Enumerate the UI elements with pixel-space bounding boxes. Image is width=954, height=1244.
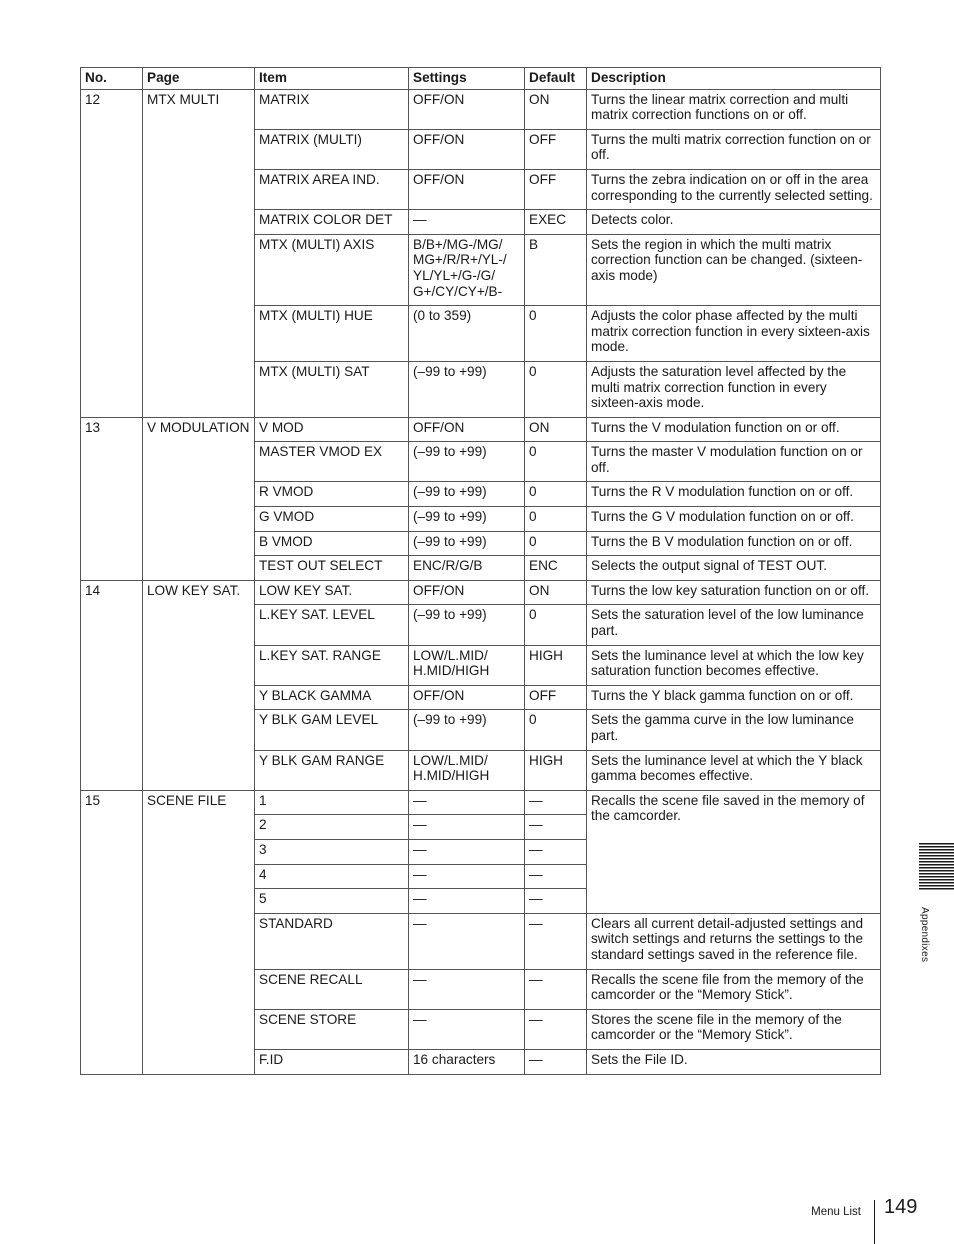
cell-item: STANDARD [255,913,409,969]
cell-item: MATRIX (MULTI) [255,129,409,169]
cell-default: 0 [525,605,587,645]
cell-no: 15 [81,790,143,1074]
cell-settings: LOW/L.MID/ H.MID/HIGH [409,645,525,685]
cell-item: MTX (MULTI) SAT [255,361,409,417]
cell-description: Adjusts the color phase affected by the multi matrix correction function in every sixteen-axis mode. [587,306,881,362]
cell-settings: (–99 to +99) [409,605,525,645]
cell-description: Stores the scene file in the memory of the camcorder or the “Memory Stick”. [587,1009,881,1049]
table-row [81,89,881,129]
cell-default: 0 [525,710,587,750]
cell-settings: — [409,913,525,969]
cell-settings: ENC/R/G/B [409,556,525,581]
cell-settings: — [409,1009,525,1049]
table-body [81,89,881,1074]
cell-item: B VMOD [255,531,409,556]
table-row [81,580,881,605]
side-tab-label: Appendixes [919,907,930,963]
cell-item: Y BLK GAM LEVEL [255,710,409,750]
cell-default: — [525,889,587,914]
cell-no: 14 [81,580,143,790]
cell-settings: — [409,790,525,815]
cell-settings: 16 characters [409,1049,525,1074]
cell-item: SCENE STORE [255,1009,409,1049]
header-default: Default [525,68,587,90]
cell-default: B [525,234,587,305]
cell-default: ENC [525,556,587,581]
table-row [81,417,881,442]
cell-default: — [525,815,587,840]
cell-settings: (–99 to +99) [409,531,525,556]
cell-item: F.ID [255,1049,409,1074]
cell-item: R VMOD [255,482,409,507]
cell-default: ON [525,580,587,605]
cell-default: HIGH [525,645,587,685]
cell-item: 2 [255,815,409,840]
cell-default: — [525,913,587,969]
cell-no: 13 [81,417,143,580]
cell-default: 0 [525,361,587,417]
cell-page: SCENE FILE [143,790,255,1074]
cell-description: Turns the R V modulation function on or off. [587,482,881,507]
cell-settings: OFF/ON [409,129,525,169]
cell-default: 0 [525,507,587,532]
cell-description: Turns the multi matrix correction function on or off. [587,129,881,169]
cell-settings: (–99 to +99) [409,361,525,417]
cell-default: ON [525,417,587,442]
cell-settings: — [409,210,525,235]
cell-default: 0 [525,482,587,507]
header-settings: Settings [409,68,525,90]
cell-description: Turns the zebra indication on or off in the area corresponding to the currently selected setting. [587,169,881,209]
cell-default: HIGH [525,750,587,790]
footer-divider [874,1200,875,1244]
cell-item: MATRIX AREA IND. [255,169,409,209]
cell-description: Recalls the scene file saved in the memory of the camcorder. [587,790,881,913]
cell-item: Y BLACK GAMMA [255,685,409,710]
cell-default: 0 [525,442,587,482]
header-page: Page [143,68,255,90]
cell-item: L.KEY SAT. RANGE [255,645,409,685]
cell-settings: B/B+/MG-/MG/ MG+/R/R+/YL-/ YL/YL+/G-/G/ G+/CY/CY+/B- [409,234,525,305]
menu-table [80,67,881,1075]
cell-description: Sets the luminance level at which the low key saturation function becomes effective. [587,645,881,685]
cell-description: Turns the Y black gamma function on or off. [587,685,881,710]
table-header-row [81,68,881,90]
cell-default: OFF [525,169,587,209]
cell-description: Recalls the scene file from the memory of the camcorder or the “Memory Stick”. [587,969,881,1009]
cell-no: 12 [81,89,143,417]
cell-page: LOW KEY SAT. [143,580,255,790]
cell-settings: (0 to 359) [409,306,525,362]
cell-default: — [525,864,587,889]
cell-description: Sets the saturation level of the low luminance part. [587,605,881,645]
cell-item: MATRIX [255,89,409,129]
cell-description: Sets the File ID. [587,1049,881,1074]
cell-item: MATRIX COLOR DET [255,210,409,235]
header-no: No. [81,68,143,90]
cell-item: MTX (MULTI) HUE [255,306,409,362]
cell-settings: OFF/ON [409,580,525,605]
cell-description: Turns the linear matrix correction and multi matrix correction functions on or off. [587,89,881,129]
cell-default: — [525,1049,587,1074]
cell-default: — [525,1009,587,1049]
cell-item: V MOD [255,417,409,442]
cell-default: ON [525,89,587,129]
cell-default: OFF [525,685,587,710]
cell-description: Adjusts the saturation level affected by the multi matrix correction function in every sixteen-axis mode. [587,361,881,417]
cell-settings: OFF/ON [409,89,525,129]
cell-settings: — [409,889,525,914]
cell-settings: — [409,864,525,889]
cell-page: MTX MULTI [143,89,255,417]
table-row [81,790,881,815]
cell-item: Y BLK GAM RANGE [255,750,409,790]
header-description: Description [587,68,881,90]
cell-settings: LOW/L.MID/ H.MID/HIGH [409,750,525,790]
cell-description: Clears all current detail-adjusted settings and switch settings and returns the settings to the standard settings saved in the reference file. [587,913,881,969]
cell-item: LOW KEY SAT. [255,580,409,605]
cell-item: L.KEY SAT. LEVEL [255,605,409,645]
cell-default: — [525,969,587,1009]
cell-settings: — [409,969,525,1009]
cell-description: Sets the gamma curve in the low luminance part. [587,710,881,750]
cell-settings: (–99 to +99) [409,482,525,507]
cell-description: Sets the region in which the multi matrix correction function can be changed. (sixteen-axis mode) [587,234,881,305]
cell-settings: (–99 to +99) [409,442,525,482]
cell-description: Turns the V modulation function on or off. [587,417,881,442]
header-item: Item [255,68,409,90]
cell-settings: OFF/ON [409,417,525,442]
cell-settings: OFF/ON [409,685,525,710]
cell-description: Detects color. [587,210,881,235]
page-number: 149 [884,1196,918,1218]
cell-settings: — [409,839,525,864]
cell-item: G VMOD [255,507,409,532]
cell-item: SCENE RECALL [255,969,409,1009]
cell-item: 1 [255,790,409,815]
cell-default: EXEC [525,210,587,235]
cell-default: — [525,790,587,815]
cell-settings: OFF/ON [409,169,525,209]
cell-settings: (–99 to +99) [409,507,525,532]
cell-item: TEST OUT SELECT [255,556,409,581]
footer-section-name: Menu List [811,1206,861,1218]
cell-description: Turns the B V modulation function on or off. [587,531,881,556]
cell-item: MTX (MULTI) AXIS [255,234,409,305]
cell-item: 3 [255,839,409,864]
cell-default: 0 [525,306,587,362]
cell-item: 5 [255,889,409,914]
cell-description: Sets the luminance level at which the Y black gamma becomes effective. [587,750,881,790]
cell-default: OFF [525,129,587,169]
cell-settings: (–99 to +99) [409,710,525,750]
cell-description: Turns the G V modulation function on or off. [587,507,881,532]
cell-item: MASTER VMOD EX [255,442,409,482]
cell-item: 4 [255,864,409,889]
cell-default: 0 [525,531,587,556]
cell-description: Selects the output signal of TEST OUT. [587,556,881,581]
side-tab-marker [919,843,954,891]
cell-default: — [525,839,587,864]
cell-settings: — [409,815,525,840]
cell-page: V MODULATION [143,417,255,580]
cell-description: Turns the master V modulation function on or off. [587,442,881,482]
cell-description: Turns the low key saturation function on or off. [587,580,881,605]
